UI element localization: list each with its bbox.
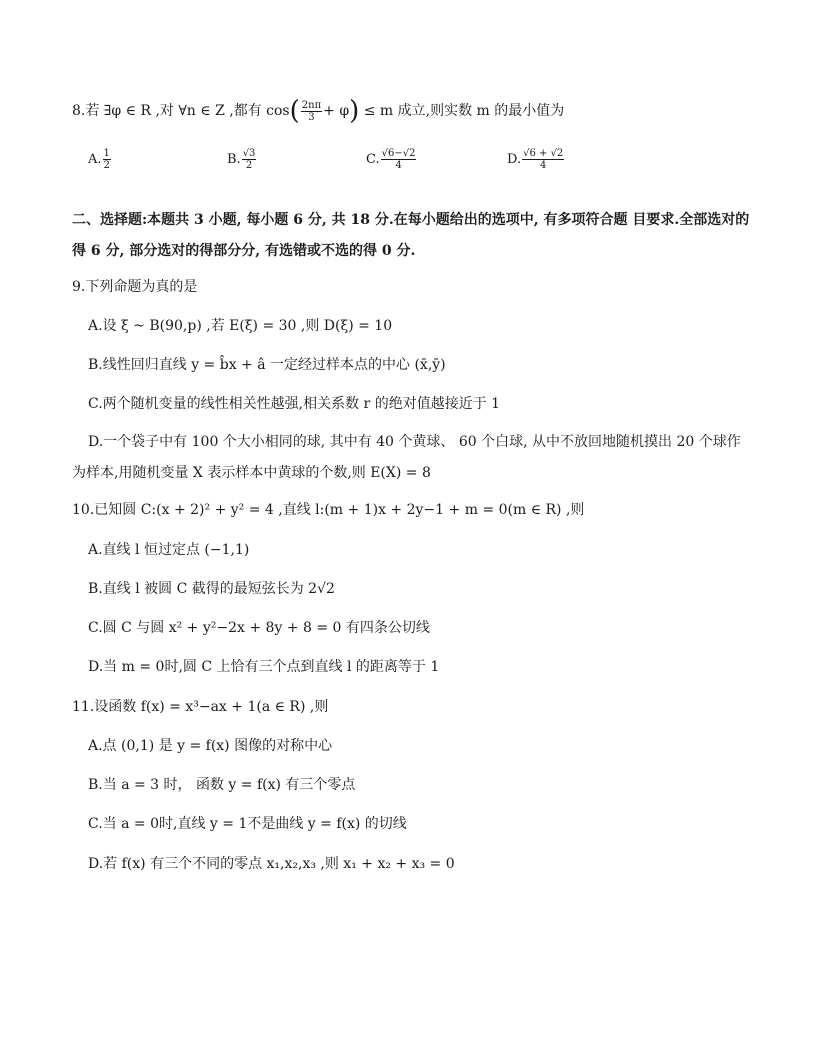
q8-cos-argument: ( $\frac{2n\pi}{3}$ + φ ) bbox=[289, 96, 360, 126]
question-8-stem bbox=[72, 98, 564, 124]
question-11-stem: 11.设函数 f(x) = x³−ax + 1(a ∈ R) ,则 bbox=[72, 699, 329, 715]
q9-option-a: A.设 ξ ~ B(90,p) ,若 E(ξ) = 30 ,则 D(ξ) = 10 bbox=[88, 318, 393, 334]
q8-fraction: $\frac{2n\pi}{3}$ bbox=[301, 99, 322, 123]
q10-option-a: A.直线 l 恒过定点 (−1,1) bbox=[88, 542, 250, 558]
q11-option-a: A.点 (0,1) 是 y = f(x) 图像的对称中心 bbox=[88, 738, 333, 754]
q10-option-d: D.当 m = 0时,圆 C 上恰有三个点到直线 l 的距离等于 1 bbox=[88, 659, 440, 675]
q8-stem-prefix: 8.若 ∃φ ∈ R ,对 ∀n ∈ Z ,都有 cos bbox=[72, 103, 290, 119]
q9-option-d: D.一个袋子中有 100 个大小相同的球, 其中有 40 个黄球、 60 个白球, 从中不放回地随机摸出 20 个球作为样本,用随机变量 X 表示样本中黄球的个数,则 E(X) = 8 bbox=[72, 434, 741, 481]
q8-option-c: C. $\frac{√6-√2}{4}$ bbox=[366, 148, 416, 171]
section-2-instructions: 二、选择题:本题共 3 小题, 每小题 6 分, 共 18 分.在每小题给出的选项中, 有多项符合题 目要求.全部选对的得 6 分, 部分选对的得部分分, 有选错或不选的得 0 分. bbox=[72, 212, 750, 259]
question-9-stem: 9.下列命题为真的是 bbox=[72, 279, 198, 295]
q8-option-d: D. $\frac{√6 + √2}{4}$ bbox=[507, 148, 564, 171]
q11-option-d: D.若 f(x) 有三个不同的零点 x₁,x₂,x₃ ,则 x₁ + x₂ + x₃ = 0 bbox=[88, 856, 455, 872]
q9-option-c: C.两个随机变量的线性相关性越强,相关系数 r 的绝对值越接近于 1 bbox=[88, 396, 501, 412]
q9-option-b: B.线性回归直线 y = b̂x + â 一定经过样本点的中心 (x̄,ȳ) bbox=[88, 357, 446, 373]
q8-stem-suffix: ≤ m 成立,则实数 m 的最小值为 bbox=[359, 103, 565, 119]
q10-option-b: B.直线 l 被圆 C 截得的最短弦长为 2√2 bbox=[88, 581, 335, 597]
q8-option-b: B. $\frac{√3}{2}$ bbox=[227, 148, 256, 171]
q11-option-b: B.当 a = 3 时， 函数 y = f(x) 有三个零点 bbox=[88, 777, 356, 793]
q8-option-a: A. $\frac{1}{2}$ bbox=[88, 148, 110, 171]
q11-option-c: C.当 a = 0时,直线 y = 1不是曲线 y = f(x) 的切线 bbox=[88, 816, 407, 832]
question-10-stem: 10.已知圆 C:(x + 2)² + y² = 4 ,直线 l:(m + 1)x + 2y−1 + m = 0(m ∈ R) ,则 bbox=[72, 502, 585, 518]
q10-option-c: C.圆 C 与圆 x² + y²−2x + 8y + 8 = 0 有四条公切线 bbox=[88, 620, 430, 636]
q8-inner-tail: + φ bbox=[323, 103, 350, 119]
